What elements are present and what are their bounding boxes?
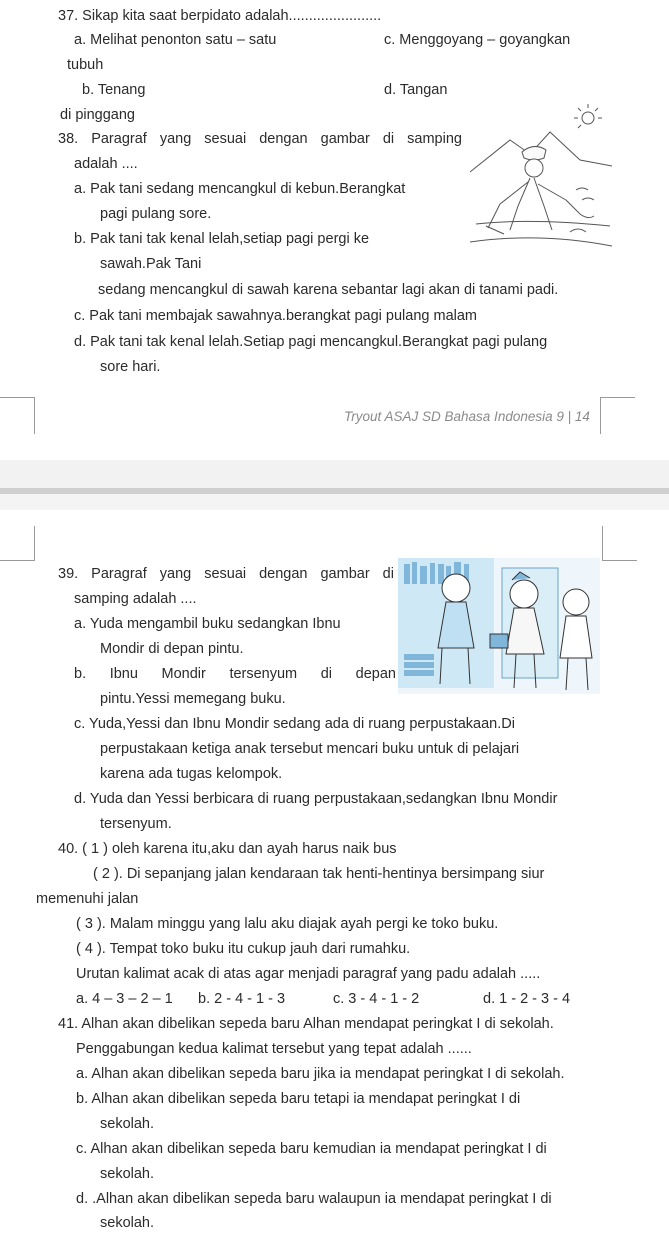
- question-40-option-c: c. 3 - 4 - 1 - 2: [333, 991, 420, 1007]
- question-39-option-c-cont2: karena ada tugas kelompok.: [100, 766, 283, 782]
- crop-mark: [0, 526, 35, 561]
- question-39-stem-cont: samping adalah ....: [74, 591, 197, 607]
- question-37-option-b: b. Tenang: [82, 82, 146, 98]
- question-37-option-c: c. Menggoyang – goyangkan: [384, 32, 571, 48]
- farmer-illustration: [470, 102, 612, 252]
- question-39-option-c-cont: perpustakaan ketiga anak tersebut mencari buku untuk di pelajari: [100, 741, 520, 757]
- question-40-sentence-3: ( 3 ). Malam minggu yang lalu aku diajak ayah pergi ke toko buku.: [76, 916, 499, 932]
- question-41-option-a: a. Alhan akan dibelikan sepeda baru jika ia mendapat peringkat I di sekolah.: [76, 1066, 565, 1082]
- question-38-option-d-cont: sore hari.: [100, 359, 161, 375]
- question-40-option-d: d. 1 - 2 - 3 - 4: [483, 991, 571, 1007]
- question-40-sentence-2: ( 2 ). Di sepanjang jalan kendaraan tak henti-hentinya bersimpang siur: [93, 866, 545, 882]
- question-41-stem-cont: Penggabungan kedua kalimat tersebut yang tepat adalah ......: [76, 1041, 472, 1057]
- question-37-option-c-cont: tubuh: [67, 57, 104, 73]
- question-38-option-c: c. Pak tani membajak sawahnya.berangkat pagi pulang malam: [74, 308, 478, 324]
- question-38-option-a: a. Pak tani sedang mencangkul di kebun.Berangkat: [74, 181, 406, 197]
- question-41-option-b: b. Alhan akan dibelikan sepeda baru tetapi ia mendapat peringkat I di: [76, 1091, 521, 1107]
- question-40-sentence-1: 40. ( 1 ) oleh karena itu,aku dan ayah harus naik bus: [58, 841, 397, 857]
- question-39-option-c: c. Yuda,Yessi dan Ibnu Mondir sedang ada di ruang perpustakaan.Di: [74, 716, 515, 732]
- page-gap: [0, 460, 669, 488]
- crop-mark: [0, 397, 35, 434]
- crop-mark: [602, 526, 637, 561]
- page-gap: [0, 494, 669, 510]
- question-41-option-b-cont: sekolah.: [100, 1116, 155, 1132]
- question-41-option-c: c. Alhan akan dibelikan sepeda baru kemudian ia mendapat peringkat I di: [76, 1141, 547, 1157]
- question-39-option-a-cont: Mondir di depan pintu.: [100, 641, 244, 657]
- question-40-question: Urutan kalimat acak di atas agar menjadi paragraf yang padu adalah .....: [76, 966, 541, 982]
- question-38-option-b-cont2: sedang mencangkul di sawah karena sebantar lagi akan di tanami padi.: [98, 282, 559, 298]
- question-41-stem: 41. Alhan akan dibelikan sepeda baru Alhan mendapat peringkat I di sekolah.: [58, 1016, 554, 1032]
- page-footer: Tryout ASAJ SD Bahasa Indonesia 9 | 14: [344, 409, 590, 424]
- question-38-option-d: d. Pak tani tak kenal lelah.Setiap pagi mencangkul.Berangkat pagi pulang: [74, 334, 548, 350]
- question-37-stem: 37. Sikap kita saat berpidato adalah.......................: [58, 8, 382, 24]
- question-38-option-b-cont: sawah.Pak Tani: [100, 256, 202, 272]
- question-40-option-b: b. 2 - 4 - 1 - 3: [198, 991, 286, 1007]
- crop-mark: [600, 397, 635, 434]
- question-39-option-d: d. Yuda dan Yessi berbicara di ruang perpustakaan,sedangkan Ibnu Mondir: [74, 791, 558, 807]
- question-41-option-c-cont: sekolah.: [100, 1166, 155, 1182]
- question-40-sentence-2-cont: memenuhi jalan: [36, 891, 139, 907]
- question-40-sentence-4: ( 4 ). Tempat toko buku itu cukup jauh dari rumahku.: [76, 941, 411, 957]
- question-41-option-d: d. .Alhan akan dibelikan sepeda baru walaupun ia mendapat peringkat I di: [76, 1191, 552, 1207]
- question-40-option-a: a. 4 – 3 – 2 – 1: [76, 991, 173, 1007]
- question-37-option-d-cont: di pinggang: [60, 107, 135, 123]
- question-37-option-a: a. Melihat penonton satu – satu: [74, 32, 277, 48]
- question-38-option-a-cont: pagi pulang sore.: [100, 206, 212, 222]
- question-39-option-a: a. Yuda mengambil buku sedangkan Ibnu: [74, 616, 341, 632]
- question-37-option-d: d. Tangan: [384, 82, 448, 98]
- library-illustration: [398, 558, 600, 694]
- question-39-option-b-cont: pintu.Yessi memegang buku.: [100, 691, 286, 707]
- question-38-option-b: b. Pak tani tak kenal lelah,setiap pagi pergi ke: [74, 231, 370, 247]
- question-41-option-d-cont: sekolah.: [100, 1215, 155, 1231]
- question-39-option-b: b. Ibnu Mondir tersenyum di depan: [74, 666, 396, 682]
- question-38-stem: 38. Paragraf yang sesuai dengan gambar di samping: [58, 131, 462, 147]
- question-39-option-d-cont: tersenyum.: [100, 816, 172, 832]
- question-38-stem-cont: adalah ....: [74, 156, 138, 172]
- question-39-stem: 39. Paragraf yang sesuai dengan gambar di: [58, 566, 394, 582]
